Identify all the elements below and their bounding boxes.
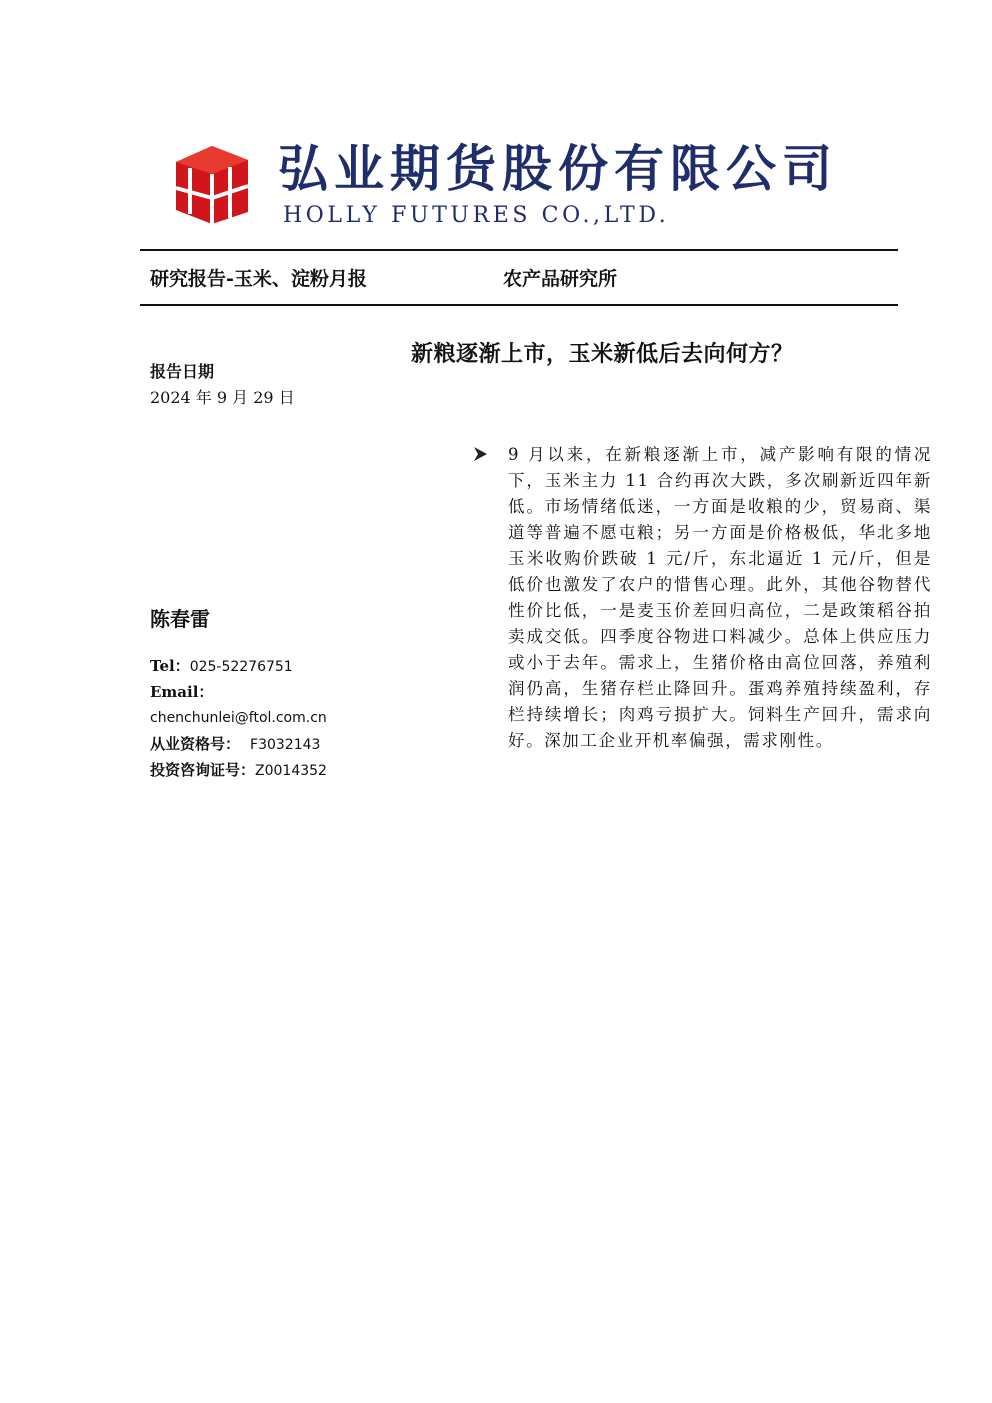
header-bottom-rule [140,304,898,306]
company-name-en: HOLLY FUTURES CO.,LTD. [283,203,670,228]
report-title: 新粮逐渐上市，玉米新低后去向何方？ [411,341,794,367]
author-consult [150,760,327,781]
author-qualification [150,734,320,755]
author-name: 陈春雷 [150,607,210,631]
institute-name: 农产品研究所 [503,268,618,290]
summary-text: 9 月以来，在新粮逐渐上市，减产影响有限的情况下，玉米主力 11 合约再次大跌，多次刷新近四年新低。市场情绪低迷，一方面是收粮的少，贸易商、渠道等普遍不愿屯粮；另一方面是价格极低，华北多地玉米收购价跌破 1 元/斤，东北逼近 1 元/斤，但是低价也激发了农户的惜售心理。此外，其他谷物替代性价比低，一是麦玉价差回归高位，二是政策稻谷拍卖成交低。四季度谷物进口料减少。总体上供应压力或小于去年。需求上，生猪价格由高位回落，养殖利润仍高，生猪存栏止降回升。蛋鸡养殖持续盈利，存栏持续增长；肉鸡亏损扩大。饲料生产回升，需求向好。深加工企业开机率偏强，需求刚性。 [508,445,932,750]
author-email-label [150,682,213,702]
qualification-value: F3032143 [250,737,321,753]
author-tel [150,656,293,677]
arrow-bullet-icon [472,446,488,462]
consult-value: Z0014352 [255,763,327,779]
header-top-rule [140,249,898,251]
qualification-label: 从业资格号： [150,735,241,753]
report-type: 研究报告-玉米、淀粉月报 [150,268,367,290]
report-date-value: 2024 年 9 月 29 日 [150,388,295,407]
report-date-label: 报告日期 [150,362,215,381]
company-name-cn: 弘业期货股份有限公司 [278,139,838,198]
author-email[interactable]: chenchunlei@ftol.com.cn [150,710,327,726]
tel-label: Tel： [150,657,190,675]
company-logo-icon [168,140,252,224]
consult-label: 投资咨询证号： [150,761,256,779]
tel-value: 025-52276751 [189,659,293,675]
email-label: Email： [150,683,214,701]
